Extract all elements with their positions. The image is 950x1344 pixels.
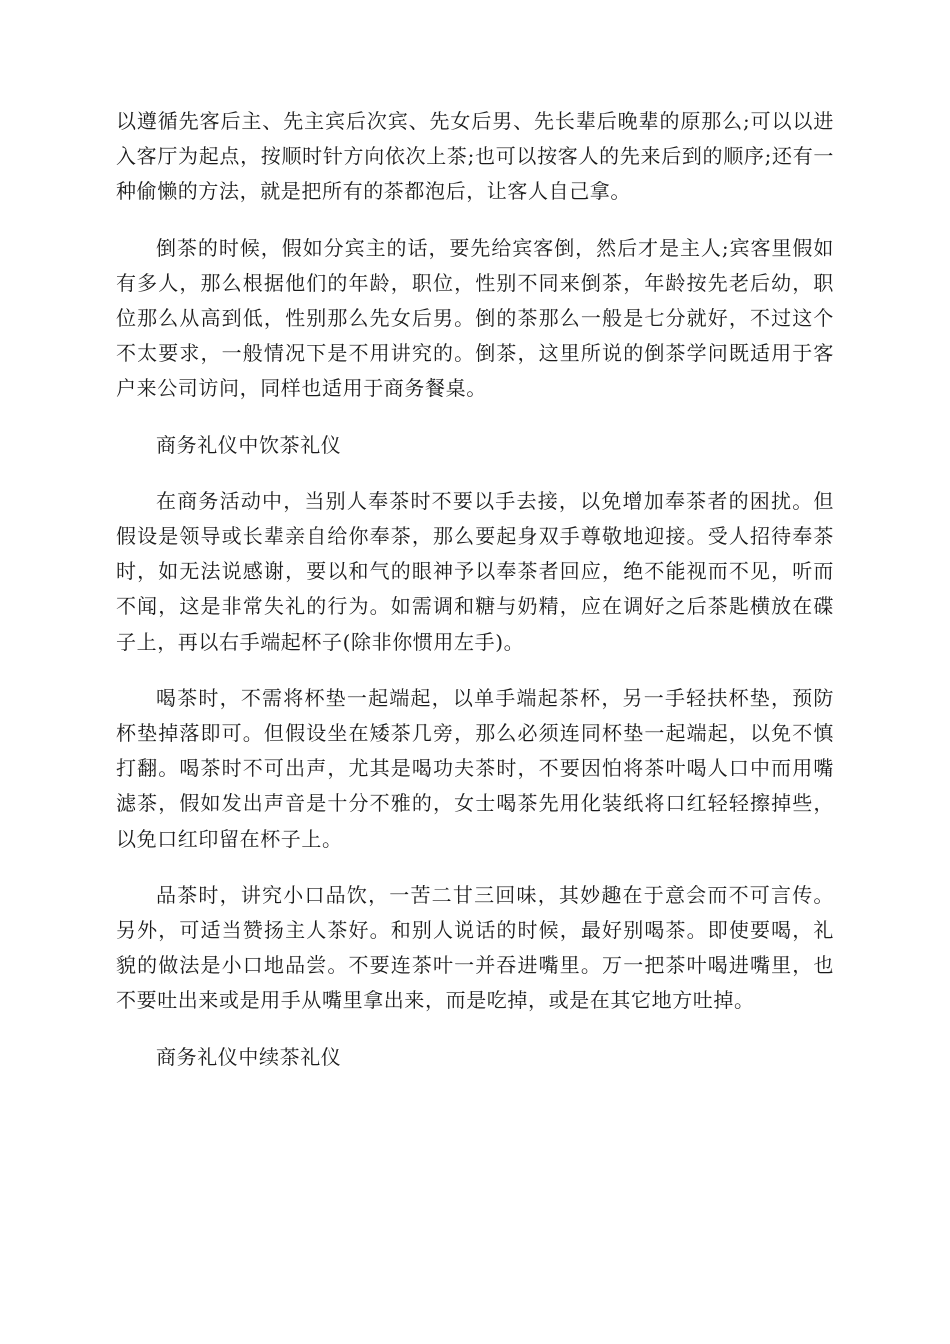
document-page: [116, 104, 834, 1096]
paragraph-receiving-tea: 在商务活动中，当别人奉茶时不要以手去接，以免增加奉茶者的困扰。但假设是领导或长辈亲自给你奉茶，那么要起身双手尊敬地迎接。受人招待奉茶时，如无法说感谢，要以和气的眼神予以奉茶者回应，绝不能视而不见，听而不闻，这是非常失礼的行为。如需调和糖与奶精，应在调好之后茶匙横放在碟子上，再以右手端起杯子(除非你惯用左手)。: [116, 488, 834, 654]
paragraph-seating-order: 以遵循先客后主、先主宾后次宾、先女后男、先长辈后晚辈的原那么;可以以进入客厅为起点，按顺时针方向依次上茶;也可以按客人的先来后到的顺序;还有一种偷懒的方法，就是把所有的茶都泡后，让客人自己拿。: [116, 109, 834, 204]
paragraph-drinking-tea: 喝茶时，不需将杯垫一起端起，以单手端起茶杯，另一手轻扶杯垫，预防杯垫掉落即可。但假设坐在矮茶几旁，那么必须连同杯垫一起端起，以免不慎打翻。喝茶时不可出声，尤其是喝功夫茶时，不要因怕将茶叶喝人口中而用嘴滤茶，假如发出声音是十分不雅的，女士喝茶先用化装纸将口红轻轻擦掉些，以免口红印留在杯子上。: [116, 685, 834, 851]
section-heading-refill-etiquette: 商务礼仪中续茶礼仪: [156, 1044, 342, 1069]
paragraph-pouring-tea: 倒茶的时候，假如分宾主的话，要先给宾客倒，然后才是主人;宾客里假如有多人，那么根据他们的年龄，职位，性别不同来倒茶，年龄按先老后幼，职位那么从高到低，性别那么先女后男。倒的茶那么一般是七分就好，不过这个不太要求，一般情况下是不用讲究的。倒茶，这里所说的倒茶学问既适用于客户来公司访问，同样也适用于商务餐桌。: [116, 235, 834, 401]
section-heading-drinking-etiquette: 商务礼仪中饮茶礼仪: [156, 432, 342, 457]
paragraph-tasting-tea: 品茶时，讲究小口品饮，一苦二甘三回味，其妙趣在于意会而不可言传。另外，可适当赞扬主人茶好。和别人说话的时候，最好别喝茶。即使要喝，礼貌的做法是小口地品尝。不要连茶叶一并吞进嘴里。万一把茶叶喝进嘴里，也不要吐出来或是用手从嘴里拿出来，而是吃掉，或是在其它地方吐掉。: [116, 882, 834, 1013]
